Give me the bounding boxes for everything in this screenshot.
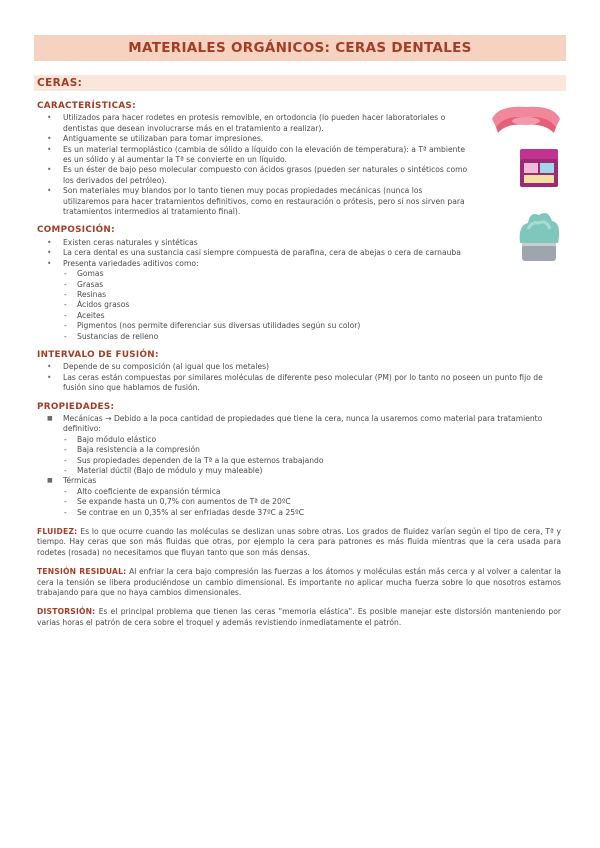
list-item: • La cera dental es una sustancia casi siempre compuesta de parafina, cera de abejas o cera de carnauba <box>37 248 561 258</box>
termicas-list <box>37 487 561 518</box>
fluidez-paragraph <box>37 527 561 558</box>
list-item: ■ Térmicas <box>37 476 561 486</box>
tension-paragraph <box>37 567 561 598</box>
caracteristicas-list <box>37 113 561 217</box>
list-item: • Existen ceras naturales y sintéticas <box>37 238 561 248</box>
list-item: - Gomas <box>37 269 561 279</box>
heading-composicion: COMPOSICIÓN: <box>37 225 115 236</box>
list-item: - Se expande hasta un 0,7% con aumentos de Tª de 20ºC <box>37 497 561 507</box>
heading-intervalo: INTERVALO DE FUSIÓN: <box>37 349 159 360</box>
tension-label: TENSIÓN RESIDUAL: <box>37 567 127 577</box>
composicion-list <box>37 238 561 269</box>
heading-caracteristicas: CARACTERÍSTICAS: <box>37 101 136 111</box>
list-item: • Es un éster de bajo peso molecular compuesto con ácidos grasos (pueden ser naturales o sintéticos como los derivados del petróleo). <box>37 165 561 186</box>
intervalo-list <box>37 362 561 393</box>
termicas-heading-list <box>37 476 561 486</box>
distorsion-label: DISTORSIÓN: <box>37 607 96 617</box>
list-item: - Pigmentos (nos permite diferenciar sus diversas utilidades según su color) <box>37 321 561 331</box>
distorsion-paragraph <box>37 607 561 628</box>
mecanicas-list <box>37 435 561 477</box>
list-item: • Antiguamente se utilizaban para tomar impresiones. <box>37 134 561 144</box>
list-item: - Ácidos grasos <box>37 300 561 310</box>
list-item: • Es un material termoplástico (cambia de sólido a líquido con la elevación de temperatura): a Tª ambiente es un sólido y al aumentar la Tª se convierte en un líquido. <box>37 145 561 166</box>
document-body <box>37 101 561 628</box>
section-title: CERAS: <box>37 77 83 89</box>
list-item: - Aceites <box>37 311 561 321</box>
list-item: - Material dúctil (Bajo de módulo y muy maleable) <box>37 466 561 476</box>
list-item: ■ Mecánicas → Debido a la poca cantidad de propiedades que tiene la cera, nunca la usaremos como material para tratamiento definitivo: <box>37 414 561 435</box>
title-bar <box>34 35 566 61</box>
list-item: • Son materiales muy blandos por lo tanto tienen muy pocas propiedades mecánicas (nunca los utilizaremos para hacer tratamientos definitivos, como en restauración o prótesis, pero sí nos sirven para tratamientos intermedios al tratamiento final). <box>37 186 561 217</box>
list-item: - Sus propiedades dependen de la Tª a la que estemos trabajando <box>37 456 561 466</box>
list-item: - Alto coeficiente de expansión térmica <box>37 487 561 497</box>
list-item: • Depende de su composición (al igual que los metales) <box>37 362 561 372</box>
list-item: - Grasas <box>37 280 561 290</box>
list-item: - Sustancias de relleno <box>37 332 561 342</box>
tension-text: Al enfriar la cera bajo compresión las fuerzas a los átomos y moléculas están más cerca y al volver a calentar la cera la tensión se libera produciéndose un cambio dimensional. Es importante no aplicar mucha fuerza sobre lo que nosotros estamos trabajando para que no haya cambios dimensionales. <box>37 567 561 598</box>
heading-propiedades: PROPIEDADES: <box>37 401 115 412</box>
list-item: - Se contrae en un 0,35% al ser enfriadas desde 37ºC a 25ºC <box>37 508 561 518</box>
list-item: • Utilizados para hacer rodetes en protesis removible, en ortodoncia (lo pueden hacer laboratoriales o dentistas que desean involucrarse más en el tratamiento a realizar). <box>37 113 561 134</box>
propiedades-list <box>37 414 561 435</box>
aditivos-list <box>37 269 561 342</box>
list-item: • Las ceras están compuestas por similares moléculas de diferente peso molecular (PM) por lo tanto no poseen un punto fijo de fusión sino que hablamos de fusión. <box>37 373 561 394</box>
list-item: - Baja resistencia a la compresión <box>37 445 561 455</box>
page-title: MATERIALES ORGÁNICOS: CERAS DENTALES <box>128 40 472 56</box>
section-bar <box>34 75 566 91</box>
fluidez-label: FLUIDEZ: <box>37 527 78 537</box>
fluidez-text: Es lo que ocurre cuando las moléculas se deslizan unas sobre otras. Los grados de fluidez varían según el tipo de cera, Tª y tiempo. Hay ceras que son más fluidas que otras, por ejemplo la cera para patrones es más fluida mientras que la cera usada para rodetes (rosada) no necesitamos que fluyan tanto que son más densas. <box>37 527 561 557</box>
list-item: - Bajo módulo elástico <box>37 435 561 445</box>
list-item: - Resinas <box>37 290 561 300</box>
distorsion-text: Es el principal problema que tienen las ceras "memoria elástica". Es posible manejar este distorsión manteniendo por varias horas el patrón de cera sobre el troquel y además revistiendo inmediatamente el patrón. <box>37 607 561 627</box>
list-item: • Presenta variedades aditivos como: <box>37 259 561 269</box>
